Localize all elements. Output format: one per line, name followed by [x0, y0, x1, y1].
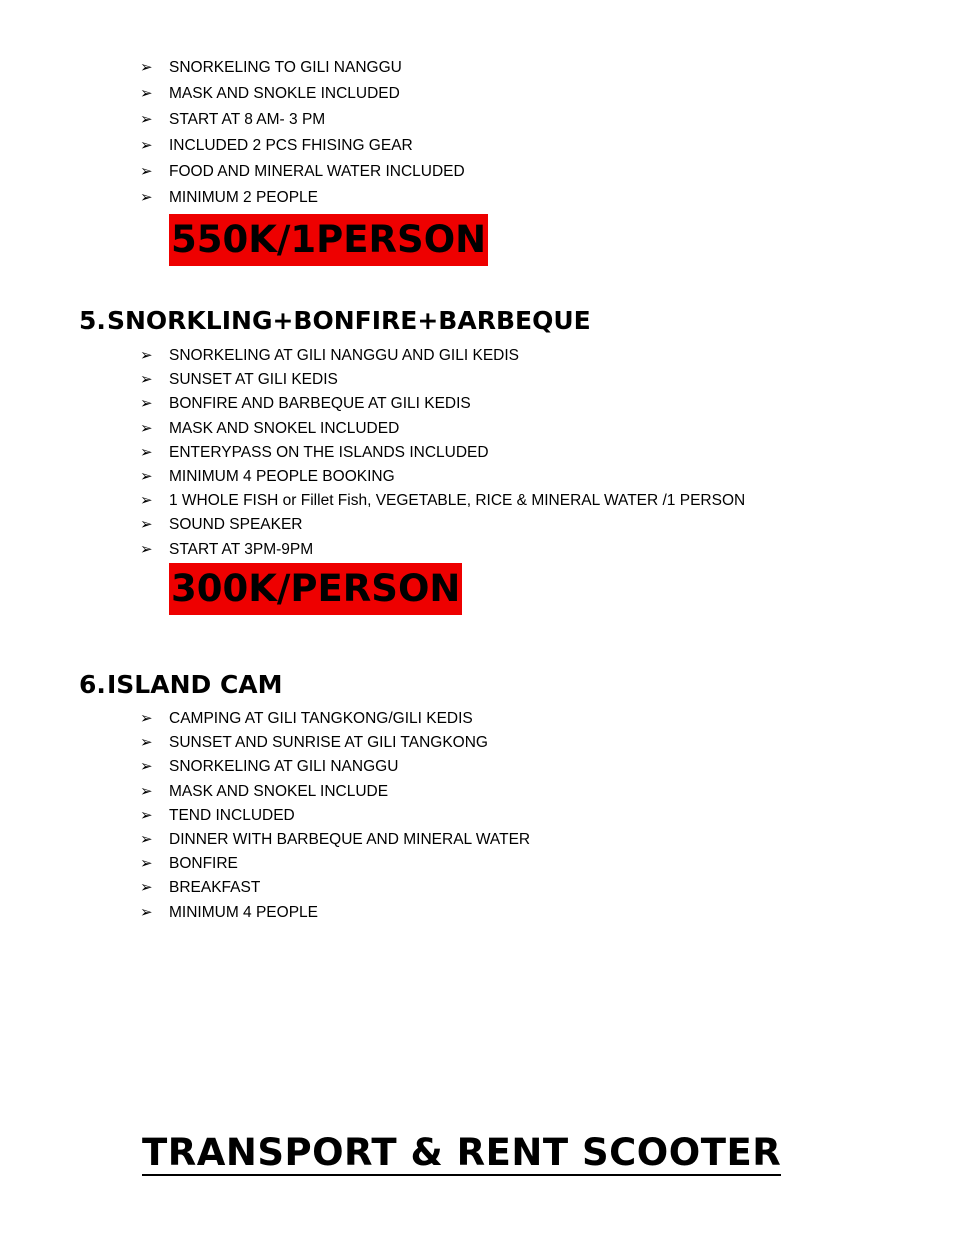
- list-item-text: MINIMUM 4 PEOPLE BOOKING: [169, 467, 395, 485]
- arrow-bullet-icon: ➢: [140, 443, 153, 461]
- arrow-bullet-icon: ➢: [140, 830, 153, 848]
- list-item-text: SNORKELING TO GILI NANGGU: [169, 59, 402, 76]
- arrow-bullet-icon: ➢: [140, 758, 153, 776]
- list-item-text: TEND INCLUDED: [169, 806, 295, 824]
- package-6-number: 6.: [79, 670, 106, 699]
- arrow-bullet-icon: ➢: [140, 879, 153, 897]
- package-5-title: SNORKLING+BONFIRE+BARBEQUE: [107, 306, 591, 335]
- list-item-text: BONFIRE AND BARBEQUE AT GILI KEDIS: [169, 395, 471, 413]
- arrow-bullet-icon: ➢: [140, 516, 153, 534]
- list-item-text: SOUND SPEAKER: [169, 516, 303, 534]
- arrow-bullet-icon: ➢: [140, 806, 153, 824]
- package-5-price-badge: 300K/PERSON: [169, 563, 462, 615]
- list-item-text: START AT 8 AM- 3 PM: [169, 111, 326, 128]
- arrow-bullet-icon: ➢: [140, 540, 153, 558]
- list-item-text: BONFIRE: [169, 855, 238, 873]
- arrow-bullet-icon: ➢: [140, 347, 153, 364]
- list-item-text: SUNSET AND SUNRISE AT GILI TANGKONG: [169, 734, 488, 752]
- list-item-text: MINIMUM 4 PEOPLE: [169, 903, 318, 921]
- package-6-title: ISLAND CAM: [107, 670, 283, 699]
- arrow-bullet-icon: ➢: [140, 734, 153, 752]
- arrow-bullet-icon: ➢: [140, 111, 153, 128]
- list-item-text: MASK AND SNOKEL INCLUDED: [169, 419, 400, 437]
- list-item-text: START AT 3PM-9PM: [169, 540, 314, 558]
- arrow-bullet-icon: ➢: [140, 59, 153, 76]
- list-item-text: ENTERYPASS ON THE ISLANDS INCLUDED: [169, 443, 489, 461]
- arrow-bullet-icon: ➢: [140, 855, 153, 873]
- arrow-bullet-icon: ➢: [140, 163, 153, 180]
- arrow-bullet-icon: ➢: [140, 782, 153, 800]
- list-item-text: INCLUDED 2 PCS FHISING GEAR: [169, 137, 413, 154]
- arrow-bullet-icon: ➢: [140, 492, 153, 510]
- arrow-bullet-icon: ➢: [140, 371, 153, 389]
- arrow-bullet-icon: ➢: [140, 189, 153, 206]
- package-4-price-badge: 550K/1PERSON: [169, 214, 488, 266]
- list-item-text: MASK AND SNOKEL INCLUDE: [169, 782, 389, 800]
- list-item-text: SNORKELING AT GILI NANGGU AND GILI KEDIS: [169, 347, 519, 364]
- arrow-bullet-icon: ➢: [140, 903, 153, 921]
- list-item-text: MINIMUM 2 PEOPLE: [169, 189, 318, 206]
- list-item-text: SNORKELING AT GILI NANGGU: [169, 758, 399, 776]
- arrow-bullet-icon: ➢: [140, 85, 153, 102]
- list-item-text: 1 WHOLE FISH or Fillet Fish, VEGETABLE, RICE & MINERAL WATER /1 PERSON: [169, 492, 746, 510]
- list-item-text: CAMPING AT GILI TANGKONG/GILI KEDIS: [169, 710, 473, 727]
- arrow-bullet-icon: ➢: [140, 137, 153, 154]
- transport-rent-scooter-heading: TRANSPORT & RENT SCOOTER: [142, 1131, 782, 1174]
- list-item-text: MASK AND SNOKLE INCLUDED: [169, 85, 400, 102]
- package-6-heading: [79, 669, 283, 701]
- arrow-bullet-icon: ➢: [140, 419, 153, 437]
- arrow-bullet-icon: ➢: [140, 710, 153, 727]
- arrow-bullet-icon: ➢: [140, 467, 153, 485]
- package-5-number: 5.: [79, 306, 106, 335]
- list-item-text: BREAKFAST: [169, 879, 261, 897]
- arrow-bullet-icon: ➢: [140, 395, 153, 413]
- package-5-heading: [79, 305, 591, 337]
- list-item-text: DINNER WITH BARBEQUE AND MINERAL WATER: [169, 830, 531, 848]
- list-item-text: SUNSET AT GILI KEDIS: [169, 371, 338, 389]
- list-item-text: FOOD AND MINERAL WATER INCLUDED: [169, 163, 465, 180]
